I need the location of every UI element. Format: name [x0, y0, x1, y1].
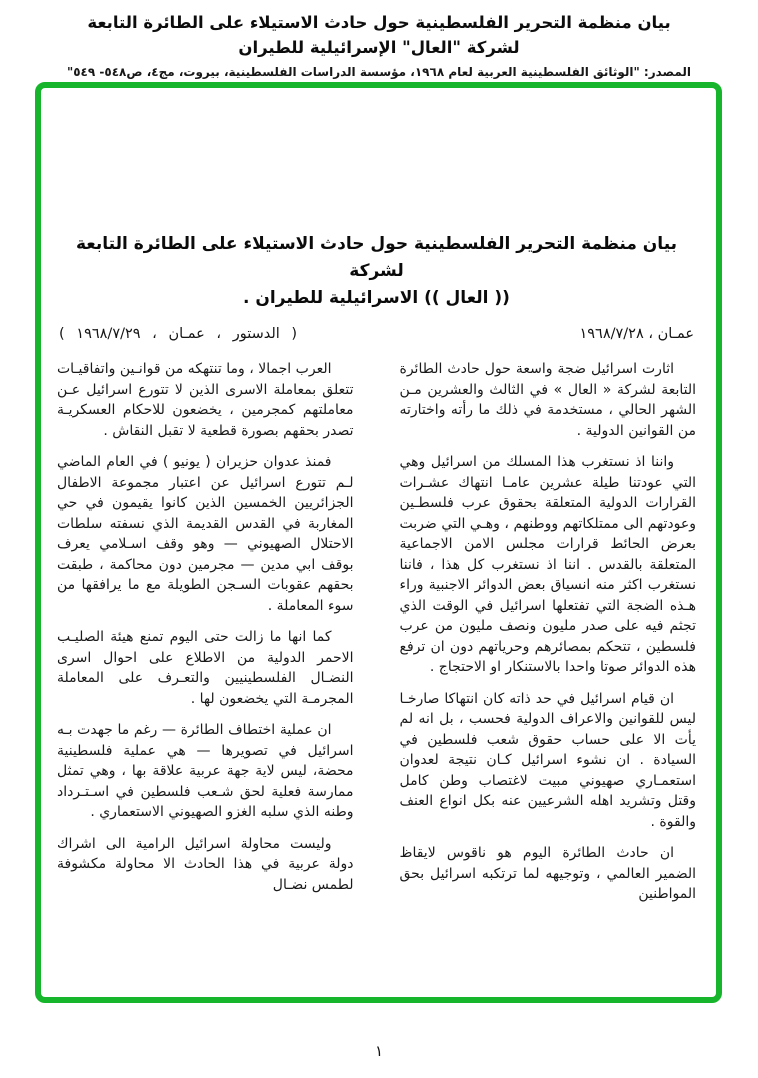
paragraph: فمنذ عدوان حزيران ( يونيو ) في العام الماضي لـم تتورع اسرائيل عن اعتبار مجموعة الاطفال الجزائريين الخمسين الذين كانوا يقيمون في حي المغاربة في القدس القديمة الذي نسفته سلطات الاحتلال الصهيوني — وهو وقف اسـلامي يعرف بوقف ابي مدين — مجرمين دون محاكمة ، طبقت بحقهم عقوبات السـجن الطويلة مع ما يرافقها من سوء المعاملة .	[57, 454, 354, 614]
document-border-frame	[35, 82, 722, 1003]
paragraph: اثارت اسرائيل ضجة واسعة حول حادث الطائرة التابعة لشركة « العال » في الثالث والعشرين مـن الشهر الحالي ، مستخدمة في ذلك ما رأته واختارته من القوانين الدولية .	[399, 361, 696, 439]
body-columns	[57, 359, 696, 916]
paragraph: ان حادث الطائرة اليوم هو ناقوس لايقاظ الضمير العالمي ، وتوجيهه لما ترتكبه اسرائيل بحق المواطنين	[399, 845, 696, 902]
document-header	[0, 0, 758, 79]
paragraph: ان عملية اختطاف الطائرة — رغم ما جهدت بـه اسرائيل في تصويرها — هي عملية فلسطينية محضة، ليس لاية جهة عربية علاقة بها ، وهي تمثل ممارسة فعلية لحق شـعب فلسطين في اسـتـرداد وطنه الذي سلبه الغزو الصهيوني الاستعماري .	[57, 722, 354, 820]
header-title: بيان منظمة التحرير الفلسطينية حول حادث الاستيلاء على الطائرة التابعة لشركة "العال" الإسرائيلية للطيران	[87, 13, 671, 57]
dateline	[57, 326, 696, 342]
paragraph: ان قيام اسرائيل في حد ذاته كان انتهاكا صارخـا ليس للقوانين والاعراف الدولية فحسب ، بل انه لم يأت الا على حساب حقوق شعب فلسطين في السيادة . ان نشوء اسرائيل كـان نتيجة لعدوان استعمـاري صهيوني مبيت لاغتصاب وطن كامل وقتل وتشريد اهله الشرعيين عنه بكل انواع العنف والقوة .	[399, 690, 696, 830]
statement-title	[57, 231, 696, 312]
paragraph: كما انها ما زالت حتى اليوم تمنع هيئة الصليـب الاحمر الدولية من الاطلاع على احوال اسرى النضـال الفلسطينيين والتعـرف على المعاملة المجرمـة التي يخضعون لها .	[57, 629, 354, 707]
document-content	[41, 231, 716, 916]
header-source-citation: المصدر: "الوثائق الفلسطينية العربية لعام ١٩٦٨، مؤسسة الدراسات الفلسطينية، بيروت، مج٤، ص٥٤٨- ٥٤٩"	[66, 65, 692, 79]
paragraph: وليست محاولة اسرائيل الرامية الى اشراك دولة عربية في هذا الحادث الا محاولة مكشوفة لطمس نضـال	[57, 835, 354, 893]
paragraph: واننا اذ نستغرب هذا المسلك من اسرائيل وهي التي عودتنا طيلة عشرين عامـا انتهاك عشـرات القرارات الدولية المتعلقة بحقوق عرب فلسطـين وعودتهم الى ممتلكاتهم ووطنهم ، وهـي التي ضربت بعرض الحائط قرارات مجلس الامن الاجماعية المتعلقة بالقدس . اننا اذ نستغرب كل هذا ، فاننا نستغرب اكثر منه انسياق بعض الدوائر الاجنبية وراء هـذه الضجة التي تفتعلها اسرائيل في الوقت الذي تجثم فيه على صدر مليون ونصف مليون من عرب فلسطين ، تتحكم بمصائرهم وحرياتهم دون ان ترفع هذه الدوائر صوتا واحدا بالاستنكار او الاحتجاج .	[399, 454, 696, 675]
page-number: ١	[374, 1042, 384, 1060]
dateline-publication: ( الدستور ، عمـان ، ١٩٦٨/٧/٢٩ )	[59, 326, 298, 342]
column-left	[57, 359, 354, 916]
statement-title-line1: بيان منظمة التحرير الفلسطينية حول حادث الاستيلاء على الطائرة التابعة لشركة	[75, 234, 678, 281]
statement-title-line2: (( العال )) الاسرائيلية للطيران .	[243, 288, 510, 308]
dateline-place-date: عمـان ، ١٩٦٨/٧/٢٨	[579, 326, 694, 342]
column-right	[400, 359, 697, 916]
paragraph: العرب اجمالا ، وما تنتهكه من قوانـين واتفاقيـات تتعلق بمعاملة الاسرى الذين لا تتورع اسرائيل عـن معاملتهم كمجرمين ، يخضعون للاحكام العسكريـة تصدر بحقهم بصورة قطعية لا تقبل النقاش .	[57, 361, 354, 439]
